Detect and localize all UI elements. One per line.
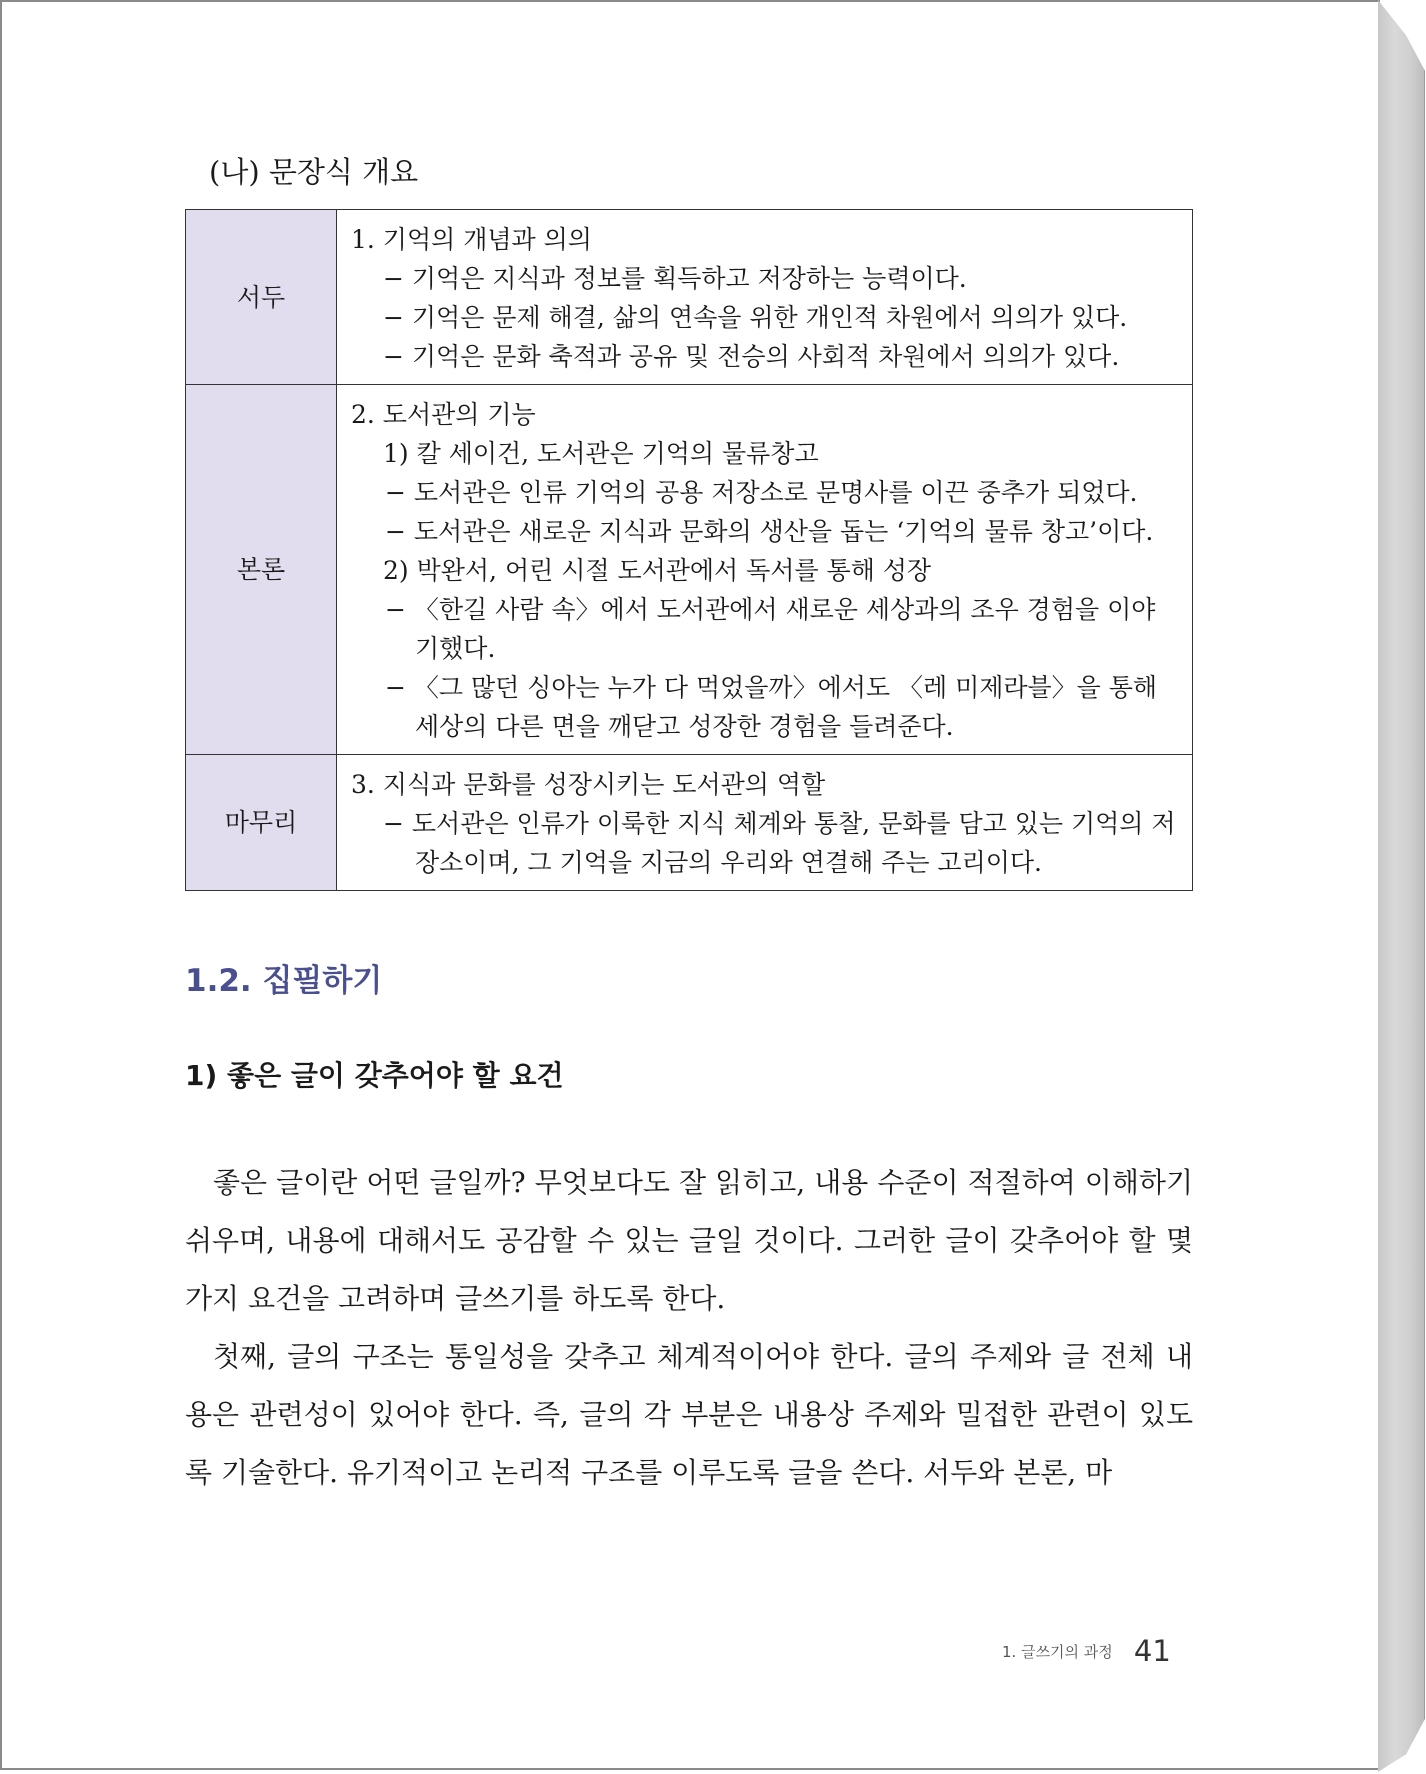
outline-table [185, 209, 1193, 891]
outline-line: − 도서관은 인류 기억의 공용 저장소로 문명사를 이끈 중추가 되었다. [385, 478, 1138, 507]
row-label: 서두 [186, 210, 337, 385]
page-edge-stack [1378, 0, 1425, 1772]
row-label: 본론 [186, 385, 337, 755]
outline-line: 1. 기억의 개념과 의의 [351, 225, 592, 254]
outline-line: − 〈그 많던 싱아는 누가 다 먹었을까〉에서도 〈레 미제라블〉을 통해 세상의 다른 면을 깨닫고 성장한 경험을 들려준다. [385, 673, 1158, 741]
outline-line: − 도서관은 인류가 이룩한 지식 체계와 통찰, 문화를 담고 있는 기억의 저장소이며, 그 기억을 지금의 우리와 연결해 주는 고리이다. [383, 809, 1176, 877]
page-content [185, 150, 1193, 1502]
row-body [337, 385, 1193, 755]
outline-row-intro [186, 210, 1193, 385]
sub-heading: 1) 좋은 글이 갖추어야 할 요건 [185, 1059, 564, 1092]
outline-line: 2. 도서관의 기능 [351, 400, 536, 429]
page-footer [1002, 1634, 1171, 1668]
outline-line: − 〈한길 사람 속〉에서 도서관에서 새로운 세상과의 조우 경험을 이야기했다. [385, 595, 1156, 663]
outline-line: 1) 칼 세이건, 도서관은 기억의 물류창고 [383, 439, 819, 468]
outline-line: 2) 박완서, 어린 시절 도서관에서 독서를 통해 성장 [383, 556, 932, 585]
row-body [337, 210, 1193, 385]
body-paragraph: 첫째, 글의 구조는 통일성을 갖추고 체계적이어야 한다. 글의 주제와 글 전체 내용은 관련성이 있어야 한다. 즉, 글의 각 부분은 내용상 주제와 밀접한 관련이 있도록 기술한다. 유기적이고 논리적 구조를 이루도록 글을 쓴다. 서두와 본론, 마 [185, 1340, 1193, 1489]
outline-line: 3. 지식과 문화를 성장시키는 도서관의 역할 [351, 770, 826, 799]
outline-line: − 기억은 문제 해결, 삶의 연속을 위한 개인적 차원에서 의의가 있다. [383, 303, 1128, 332]
section-heading: 1.2. 집필하기 [185, 963, 383, 999]
outline-line: − 도서관은 새로운 지식과 문화의 생산을 돕는 ‘기억의 물류 창고’이다. [385, 517, 1154, 546]
footer-chapter: 1. 글쓰기의 과정 [1002, 1642, 1113, 1661]
outline-row-conclusion [186, 755, 1193, 891]
outline-line: − 기억은 지식과 정보를 획득하고 저장하는 능력이다. [383, 264, 967, 293]
outline-title: (나) 문장식 개요 [209, 155, 419, 189]
body-paragraph: 좋은 글이란 어떤 글일까? 무엇보다도 잘 읽히고, 내용 수준이 적절하여 이해하기 쉬우며, 내용에 대해서도 공감할 수 있는 글일 것이다. 그러한 글이 갖추어야 할 몇 가지 요건을 고려하며 글쓰기를 하도록 한다. [185, 1166, 1193, 1315]
page-number: 41 [1133, 1634, 1171, 1668]
outline-row-body [186, 385, 1193, 755]
outline-line: − 기억은 문화 축적과 공유 및 전승의 사회적 차원에서 의의가 있다. [383, 342, 1120, 371]
row-label: 마무리 [186, 755, 337, 891]
row-body [337, 755, 1193, 891]
